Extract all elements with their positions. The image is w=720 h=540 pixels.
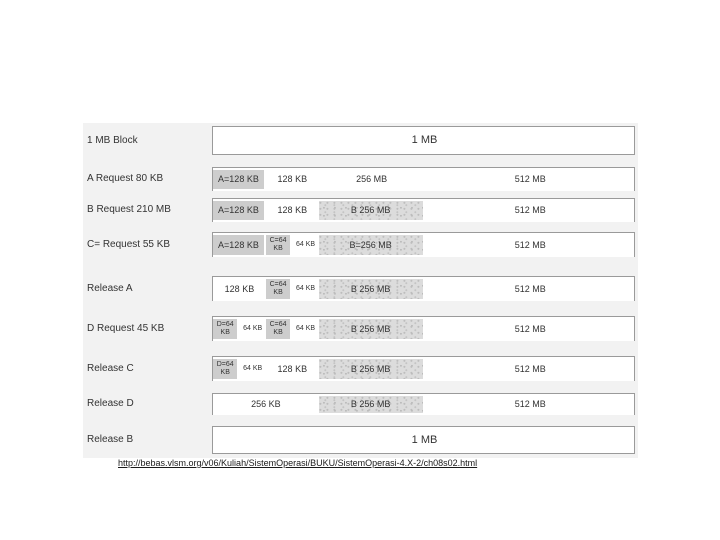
- memory-block: 128 KB: [277, 174, 308, 184]
- memory-block: 512 MB: [514, 174, 546, 184]
- memory-block: 512 MB: [514, 399, 546, 409]
- memory-block: B 256 MB: [319, 201, 423, 220]
- memory-block: B=256 MB: [319, 235, 423, 255]
- source-link[interactable]: http://bebas.vlsm.org/v06/Kuliah/SistemOperasi/BUKU/SistemOperasi-4.X-2/ch08s02.html: [118, 458, 478, 468]
- memory-block: 64 KB: [295, 241, 316, 248]
- row-label: B Request 210 MB: [87, 204, 171, 215]
- memory-block: 128 KB: [277, 205, 308, 215]
- row-label: Release D: [87, 398, 134, 409]
- memory-track: [212, 167, 635, 191]
- memory-block: B 256 MB: [319, 396, 423, 413]
- memory-block: 64 KB: [295, 325, 316, 332]
- memory-block: 512 MB: [514, 239, 546, 250]
- memory-track: [212, 356, 635, 381]
- row-label: Release C: [87, 362, 134, 374]
- memory-track: [212, 198, 635, 222]
- row-label: Release A: [87, 282, 133, 294]
- memory-block: D=64 KB: [213, 319, 237, 339]
- memory-block: 64 KB: [243, 365, 263, 372]
- memory-block: B 256 MB: [319, 279, 423, 299]
- memory-block: 512 MB: [514, 363, 546, 374]
- memory-block: B 256 MB: [319, 359, 423, 379]
- memory-block: 256 MB: [356, 174, 388, 184]
- memory-track: [212, 232, 635, 257]
- memory-block: 128 KB: [224, 283, 255, 294]
- memory-track: [212, 426, 635, 454]
- row-label: D Request 45 KB: [87, 322, 165, 334]
- memory-block: A=128 KB: [213, 201, 264, 220]
- memory-block: C=64 KB: [266, 279, 290, 299]
- memory-block: 512 MB: [514, 283, 546, 294]
- memory-block: 512 MB: [514, 323, 546, 334]
- row-label: C= Request 55 KB: [87, 238, 171, 250]
- row-label: 1 MB Block: [87, 134, 138, 146]
- memory-block: C=64 KB: [266, 235, 290, 255]
- memory-track: [212, 126, 635, 155]
- row-label: A Request 80 KB: [87, 173, 164, 184]
- memory-block: 64 KB: [295, 285, 316, 292]
- memory-block: 128 KB: [277, 363, 308, 374]
- memory-block: 64 KB: [243, 325, 263, 332]
- memory-track: [212, 393, 635, 415]
- memory-block: A=128 KB: [213, 170, 264, 189]
- memory-block: 512 MB: [514, 205, 546, 215]
- row-label: Release B: [87, 434, 134, 445]
- memory-track: [212, 276, 635, 301]
- memory-block: C=64 KB: [266, 319, 290, 339]
- memory-block: 1 MB: [411, 433, 438, 446]
- memory-track: [212, 316, 635, 341]
- memory-block: B 256 MB: [319, 319, 423, 339]
- memory-block: 256 KB: [251, 399, 281, 409]
- memory-block: A=128 KB: [213, 235, 264, 255]
- memory-block: 1 MB: [411, 134, 438, 146]
- memory-block: D=64 KB: [213, 359, 237, 379]
